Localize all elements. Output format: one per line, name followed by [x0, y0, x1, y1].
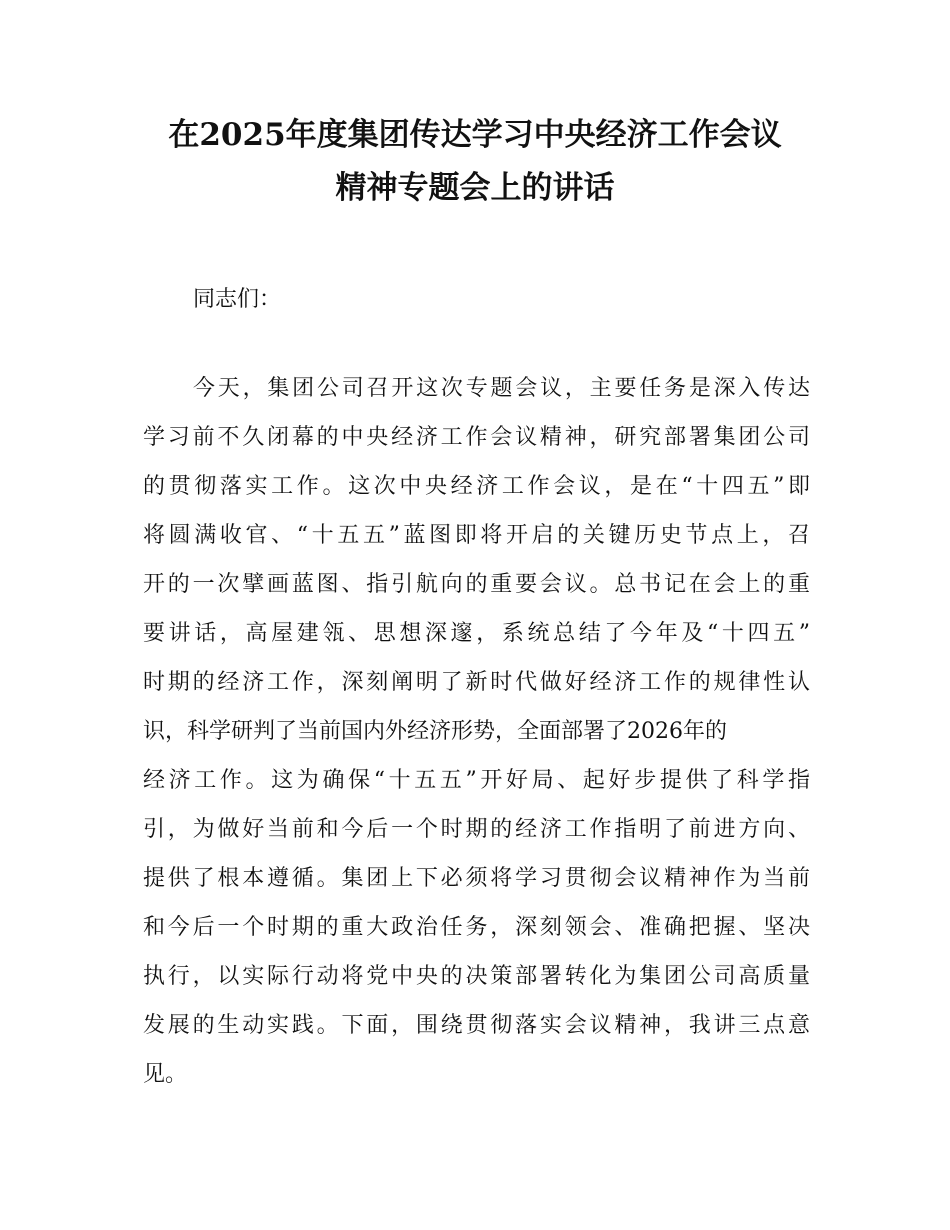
paragraph-line: 要讲话，高屋建瓴、思想深邃，系统总结了今年及“十四五” [143, 621, 810, 646]
paragraph-line: 今天，集团公司召开这次专题会议，主要任务是深入传达 [193, 376, 810, 401]
paragraph-line: 的贯彻落实工作。这次中央经济工作会议，是在“十四五”即 [143, 474, 810, 499]
paragraph-line: 将圆满收官、“十五五”蓝图即将开启的关键历史节点上，召 [143, 523, 810, 548]
document-title-line-2: 精神专题会上的讲话 [335, 170, 615, 206]
paragraph-line: 开的一次擘画蓝图、指引航向的重要会议。总书记在会上的重 [143, 572, 810, 597]
paragraph-line: 时期的经济工作，深刻阐明了新时代做好经济工作的规律性认 [143, 670, 810, 695]
body-paragraph [143, 364, 810, 1099]
paragraph-line: 和今后一个时期的重大政治任务，深刻领会、准确把握、坚决 [143, 915, 810, 940]
paragraph-line: 经济工作。这为确保“十五五”开好局、起好步提供了科学指 [143, 768, 810, 793]
paragraph-line: 发展的生动实践。下面，围绕贯彻落实会议精神，我讲三点意 [143, 1013, 810, 1038]
paragraph-line: 引，为做好当前和今后一个时期的经济工作指明了前进方向、 [143, 817, 810, 842]
paragraph-line: 提供了根本遵循。集团上下必须将学习贯彻会议精神作为当前 [143, 866, 810, 891]
paragraph-line: 见。 [143, 1062, 188, 1087]
paragraph-line: 识，科学研判了当前国内外经济形势，全面部署了2026年的 [143, 719, 727, 744]
paragraph-line: 执行，以实际行动将党中央的决策部署转化为集团公司高质量 [143, 964, 810, 989]
greeting: 同志们： [193, 287, 282, 312]
paragraph-line: 学习前不久闭幕的中央经济工作会议精神，研究部署集团公司 [143, 425, 810, 450]
document-title-line-1: 在2025年度集团传达学习中央经济工作会议 [168, 117, 782, 153]
